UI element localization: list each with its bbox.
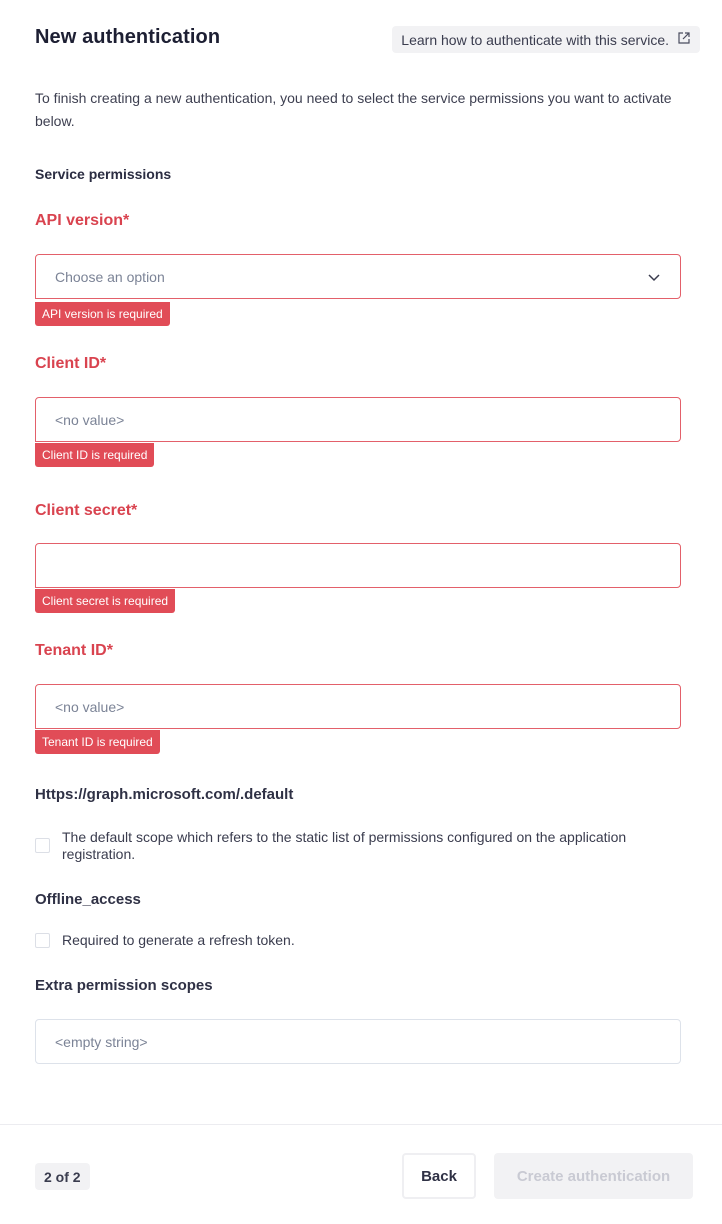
client-secret-label: Client secret* bbox=[35, 502, 138, 519]
scope-default-description: The default scope which refers to the static list of permissions configured on the application registration. bbox=[62, 829, 627, 862]
footer-divider bbox=[0, 1124, 722, 1125]
intro-text: To finish creating a new authentication, you need to select the service permissions you want to activate below. bbox=[35, 90, 672, 129]
api-version-placeholder: Choose an option bbox=[55, 268, 165, 285]
client-id-label: Client ID* bbox=[35, 355, 107, 372]
create-authentication-button[interactable]: Create authentication bbox=[494, 1153, 693, 1199]
learn-how-link[interactable] bbox=[392, 26, 700, 53]
tenant-id-error: Tenant ID is required bbox=[35, 730, 160, 754]
extra-scopes-input[interactable] bbox=[35, 1019, 681, 1064]
extra-scopes-label: Extra permission scopes bbox=[35, 977, 213, 994]
tenant-id-placeholder: <no value> bbox=[55, 698, 125, 715]
tenant-id-label: Tenant ID* bbox=[35, 642, 113, 659]
learn-link-label: Learn how to authenticate with this service. bbox=[401, 31, 669, 48]
scope-offline-access-description: Required to generate a refresh token. bbox=[62, 932, 295, 948]
external-link-icon bbox=[677, 31, 691, 48]
tenant-id-input[interactable] bbox=[35, 684, 681, 729]
back-button[interactable]: Back bbox=[402, 1153, 476, 1199]
client-id-placeholder: <no value> bbox=[55, 411, 125, 428]
client-id-error: Client ID is required bbox=[35, 443, 154, 467]
api-version-error: API version is required bbox=[35, 302, 170, 326]
extra-scopes-placeholder: <empty string> bbox=[55, 1033, 148, 1050]
client-id-input[interactable] bbox=[35, 397, 681, 442]
scope-title-offline-access: Offline_access bbox=[35, 891, 141, 908]
scope-offline-access-checkbox[interactable] bbox=[35, 933, 50, 948]
client-secret-input[interactable] bbox=[35, 543, 681, 588]
section-title: Service permissions bbox=[35, 166, 172, 182]
client-secret-error: Client secret is required bbox=[35, 589, 175, 613]
chevron-down-icon bbox=[646, 269, 662, 285]
scope-default-checkbox[interactable] bbox=[35, 838, 50, 853]
header bbox=[35, 26, 700, 54]
step-indicator: 2 of 2 bbox=[35, 1163, 90, 1190]
scope-title-default: Https://graph.microsoft.com/.default bbox=[35, 786, 294, 803]
page-title: New authentication bbox=[35, 26, 221, 48]
api-version-select[interactable] bbox=[35, 254, 681, 299]
scope-offline-access-row[interactable] bbox=[35, 932, 662, 949]
api-version-label: API version* bbox=[35, 212, 130, 229]
scope-default-row[interactable] bbox=[35, 829, 662, 863]
